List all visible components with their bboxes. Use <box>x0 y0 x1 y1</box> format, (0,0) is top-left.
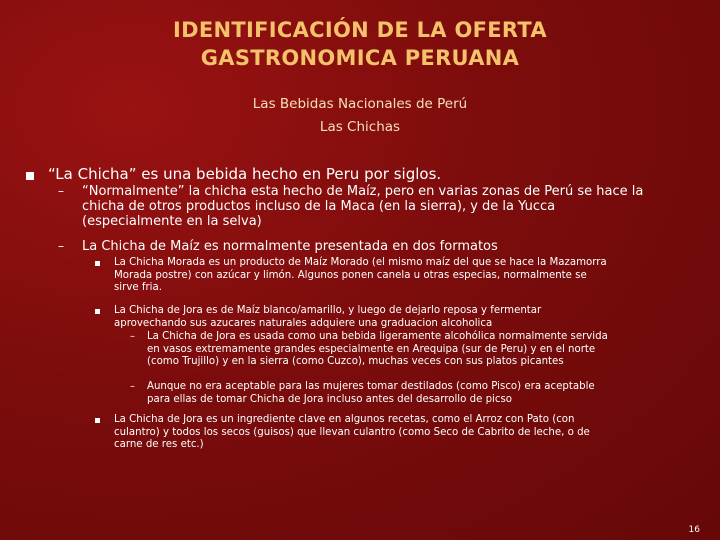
list-item-jora-women <box>147 381 707 406</box>
small-square-marker <box>95 309 100 314</box>
dash-marker: – <box>130 381 135 392</box>
text-line: Aunque no era aceptable para las mujeres tomar destilados (como Pisco) era aceptable <box>147 381 595 392</box>
dash-marker: – <box>130 331 135 342</box>
list-item-jora-recipes <box>114 414 704 452</box>
text-line: Morada postre) con azúcar y limón. Algunos ponen canela u otras especias, normalmente se <box>114 269 587 281</box>
page-number: 16 <box>688 525 700 535</box>
list-item-two-formats: La Chicha de Maíz es normalmente presentada en dos formatos <box>82 239 498 254</box>
list-item-chicha-de-jora <box>114 305 704 330</box>
list-item-chicha-morada <box>114 257 704 295</box>
text-line: La Chicha Morada es un producto de Maíz Morado (el mismo maíz del que se hace la Mazamorra <box>114 257 607 268</box>
dash-marker: – <box>58 184 64 198</box>
dash-marker: – <box>58 239 64 253</box>
list-item-jora-usage <box>147 331 707 369</box>
text-line: La Chicha de Jora es de Maíz blanco/amarillo, y luego de dejarlo reposa y fermentar <box>114 305 542 316</box>
text-line: aprovechando sus azucares naturales adquiere una graduacion alcoholica <box>114 317 493 329</box>
text-line: en vasos extremamente grandes especialmente en Arequipa (sur de Peru) y en el norte <box>147 343 596 355</box>
subtitle-line-2: Las Chichas <box>319 119 401 135</box>
text-line: (especialmente en la selva) <box>82 214 262 229</box>
main-bullet-text: “La Chicha” es una bebida hecho en Peru por siglos. <box>48 165 442 183</box>
text-line: culantro) y todos los secos (guisos) que llevan culantro (como Seco de Cabrito de leche, o de <box>114 426 590 438</box>
text-line: para ellas de tomar Chicha de Jora incluso antes del desarrollo de picso <box>147 393 513 405</box>
slide-title <box>60 16 660 72</box>
text-line: chicha de otros productos incluso de la Maca (en la sierra), y de la Yucca <box>82 199 556 214</box>
title-line-1: IDENTIFICACIÓN DE LA OFERTA <box>173 18 547 42</box>
text-line: “Normalmente” la chicha esta hecho de Maíz, pero en varias zonas de Perú se hace la <box>82 184 644 199</box>
list-item-other-products <box>82 184 712 229</box>
small-square-marker <box>95 261 100 266</box>
text-line: sirve fria. <box>114 282 162 294</box>
text-line: (como Trujillo) y en la sierra (como Cuzco), muchas veces con sus platos picantes <box>147 356 564 368</box>
text-line: La Chicha de Jora es usada como una bebida ligeramente alcohólica normalmente servida <box>147 331 608 342</box>
text-line: carne de res etc.) <box>114 439 204 451</box>
subtitle-line-1: Las Bebidas Nacionales de Perú <box>252 96 468 112</box>
title-line-2: GASTRONOMICA PERUANA <box>200 46 520 70</box>
text-line: La Chicha de Jora es un ingrediente clave en algunos recetas, como el Arroz con Pato (con <box>114 414 575 425</box>
bullet-square-marker <box>26 172 34 180</box>
small-square-marker <box>95 418 100 423</box>
